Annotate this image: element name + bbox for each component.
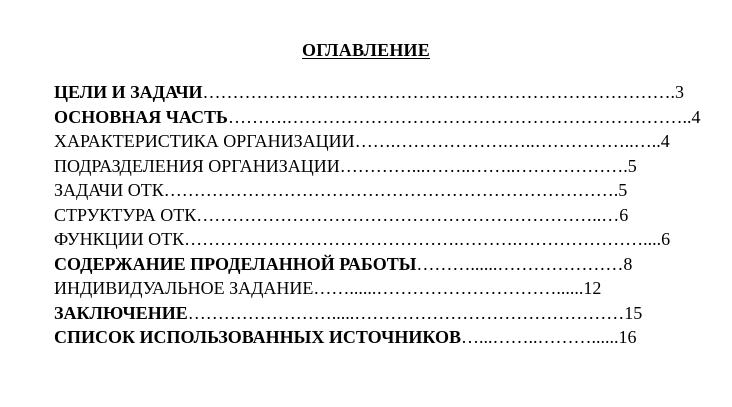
toc-entry-page: 3: [675, 82, 685, 102]
toc-entry-leader: ……….…………………………………………………………..: [227, 106, 692, 127]
toc-entry-label: СТРУКТУРА ОТК: [54, 204, 197, 225]
toc-entry-label: ПОДРАЗДЕЛЕНИЯ ОРГАНИЗАЦИИ: [54, 155, 340, 176]
toc-entry-page: 12: [583, 278, 602, 298]
toc-entry-page: 5: [627, 155, 637, 176]
toc-entry-page: 6: [661, 229, 671, 249]
toc-entry: [54, 252, 694, 277]
toc-entry-page: 4: [660, 131, 670, 151]
toc-entry-leader: …….……………….…..……………..…..: [354, 131, 661, 151]
toc-entry-leader: ……………………………………….……….…………………....: [184, 229, 662, 249]
toc-entry-leader: ………………………………………………………………….: [163, 180, 619, 200]
toc-entry-page: 5: [618, 180, 628, 200]
toc-entry-leader: …………...……..……..……………….: [339, 155, 628, 176]
toc-entry-label: СОДЕРЖАНИЕ ПРОДЕЛАННОЙ РАБОТЫ: [54, 253, 417, 274]
toc-entry-label: ЗАКЛЮЧЕНИЕ: [54, 302, 188, 323]
toc-entry: [54, 154, 694, 179]
toc-entry-label: ХАРАКТЕРИСТИКА ОРГАНИЗАЦИИ: [54, 131, 355, 151]
toc-entry-leader: ……......…………………………......: [313, 278, 584, 298]
toc-entry-page: 16: [618, 327, 637, 347]
toc-list: [54, 80, 701, 350]
toc-entry: [54, 227, 694, 252]
toc-entry-label: ЗАДАЧИ ОТК: [54, 180, 164, 200]
toc-entry-label: ФУНКЦИИ ОТК: [54, 229, 185, 249]
toc-title: ОГЛАВЛЕНИЕ: [302, 40, 430, 60]
toc-entry: [54, 203, 694, 228]
toc-entry-leader: …...……..………......: [460, 327, 619, 347]
toc-entry: [54, 276, 694, 301]
toc-entry-label: ИНДИВИДУАЛЬНОЕ ЗАДАНИЕ: [54, 278, 314, 298]
toc-entry: [54, 129, 694, 154]
toc-entry-label: ЦЕЛИ И ЗАДАЧИ: [54, 82, 203, 102]
toc-entry-leader: …………………………………………………………………….: [202, 82, 676, 102]
toc-entry-leader: ………......…………………: [416, 253, 624, 274]
toc-entry-leader: …………………………………………………………..…: [196, 204, 620, 225]
toc-entry: [54, 325, 694, 350]
toc-entry-leader: …………………….....………………………………………: [187, 302, 625, 323]
toc-entry-page: 15: [624, 302, 643, 323]
toc-entry: [54, 80, 694, 105]
toc-entry-page: 8: [623, 253, 633, 274]
toc-entry: [54, 301, 694, 326]
toc-entry-page: 6: [619, 204, 629, 225]
toc-entry-label: ОСНОВНАЯ ЧАСТЬ: [54, 106, 228, 127]
toc-entry: [54, 178, 694, 203]
toc-entry-label: СПИСОК ИСПОЛЬЗОВАННЫХ ИСТОЧНИКОВ: [54, 327, 461, 347]
toc-entry: [54, 105, 701, 130]
toc-entry-page: 4: [691, 106, 701, 127]
